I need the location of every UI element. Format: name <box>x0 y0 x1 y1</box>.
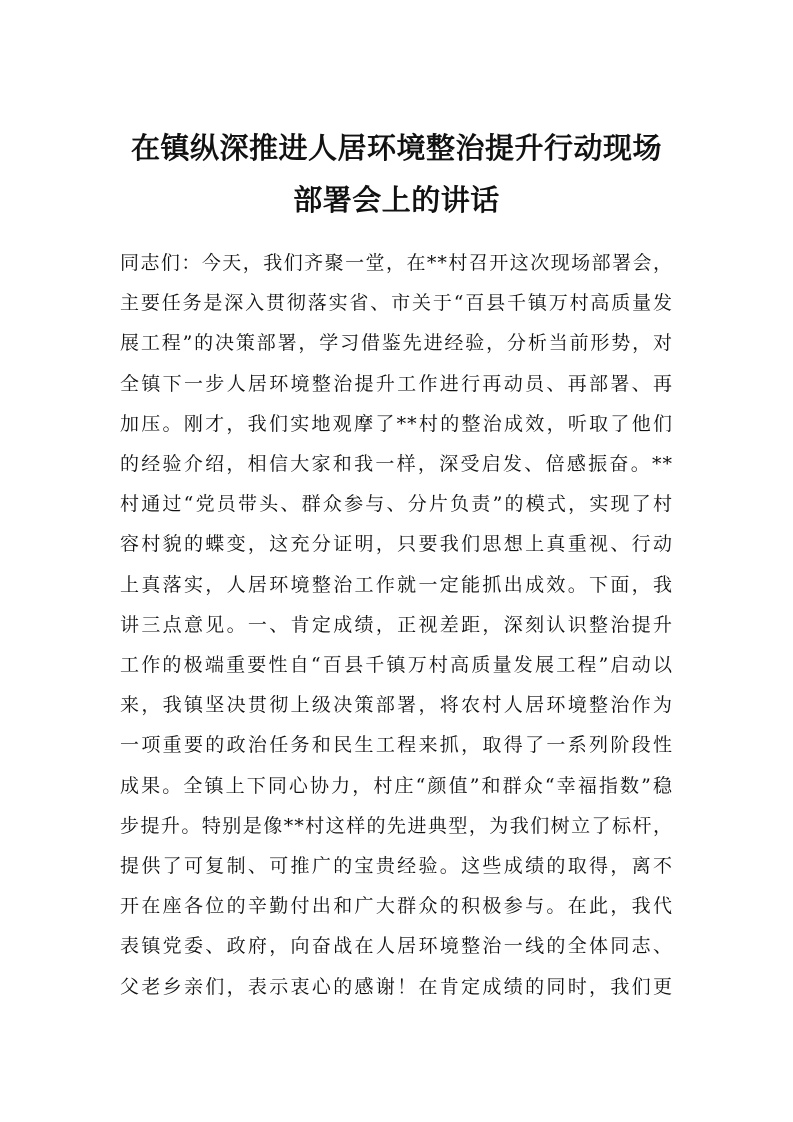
body-line: 展工程”的决策部署，学习借鉴先进经验，分析当前形势，对 <box>120 332 673 355</box>
body-line: 表镇党委、政府，向奋战在人居环境整治一线的全体同志、 <box>120 935 673 958</box>
body-line: 的经验介绍，相信大家和我一样，深受启发、倍感振奋。** <box>120 453 673 476</box>
title-line-1: 在镇纵深推进人居环境整治提升行动现场 <box>130 131 662 165</box>
body-line: 讲三点意见。一、肯定成绩，正视差距，深刻认识整治提升 <box>120 613 673 636</box>
body-line: 全镇下一步人居环境整治提升工作进行再动员、再部署、再 <box>120 372 673 395</box>
title-line-2: 部署会上的讲话 <box>293 183 500 217</box>
body-line: 工作的极端重要性自“百县千镇万村高质量发展工程”启动以 <box>120 654 673 677</box>
body-line: 步提升。特别是像**村这样的先进典型，为我们树立了标杆， <box>120 814 673 837</box>
body-line: 提供了可复制、可推广的宝贵经验。这些成绩的取得，离不 <box>120 855 673 878</box>
document-title <box>100 122 693 226</box>
body-line: 主要任务是深入贯彻落实省、市关于“百县千镇万村高质量发 <box>120 292 673 315</box>
body-line: 上真落实，人居环境整治工作就一定能抓出成效。下面，我 <box>120 573 673 596</box>
body-line: 村通过“党员带头、群众参与、分片负责”的模式，实现了村 <box>120 493 673 516</box>
body-line: 加压。刚才，我们实地观摩了**村的整治成效，听取了他们 <box>120 412 673 435</box>
speech-body <box>120 243 673 1007</box>
body-line: 来，我镇坚决贯彻上级决策部署，将农村人居环境整治作为 <box>120 694 673 717</box>
body-line: 父老乡亲们，表示衷心的感谢！在肯定成绩的同时，我们更 <box>120 975 673 998</box>
body-line: 成果。全镇上下同心协力，村庄“颜值”和群众“幸福指数”稳 <box>120 774 673 797</box>
body-line: 开在座各位的辛勤付出和广大群众的积极参与。在此，我代 <box>120 895 673 918</box>
body-line: 一项重要的政治任务和民生工程来抓，取得了一系列阶段性 <box>120 734 673 757</box>
body-line: 同志们：今天，我们齐聚一堂，在**村召开这次现场部署会， <box>120 252 673 274</box>
body-line: 容村貌的蝶变，这充分证明，只要我们思想上真重视、行动 <box>120 533 673 556</box>
